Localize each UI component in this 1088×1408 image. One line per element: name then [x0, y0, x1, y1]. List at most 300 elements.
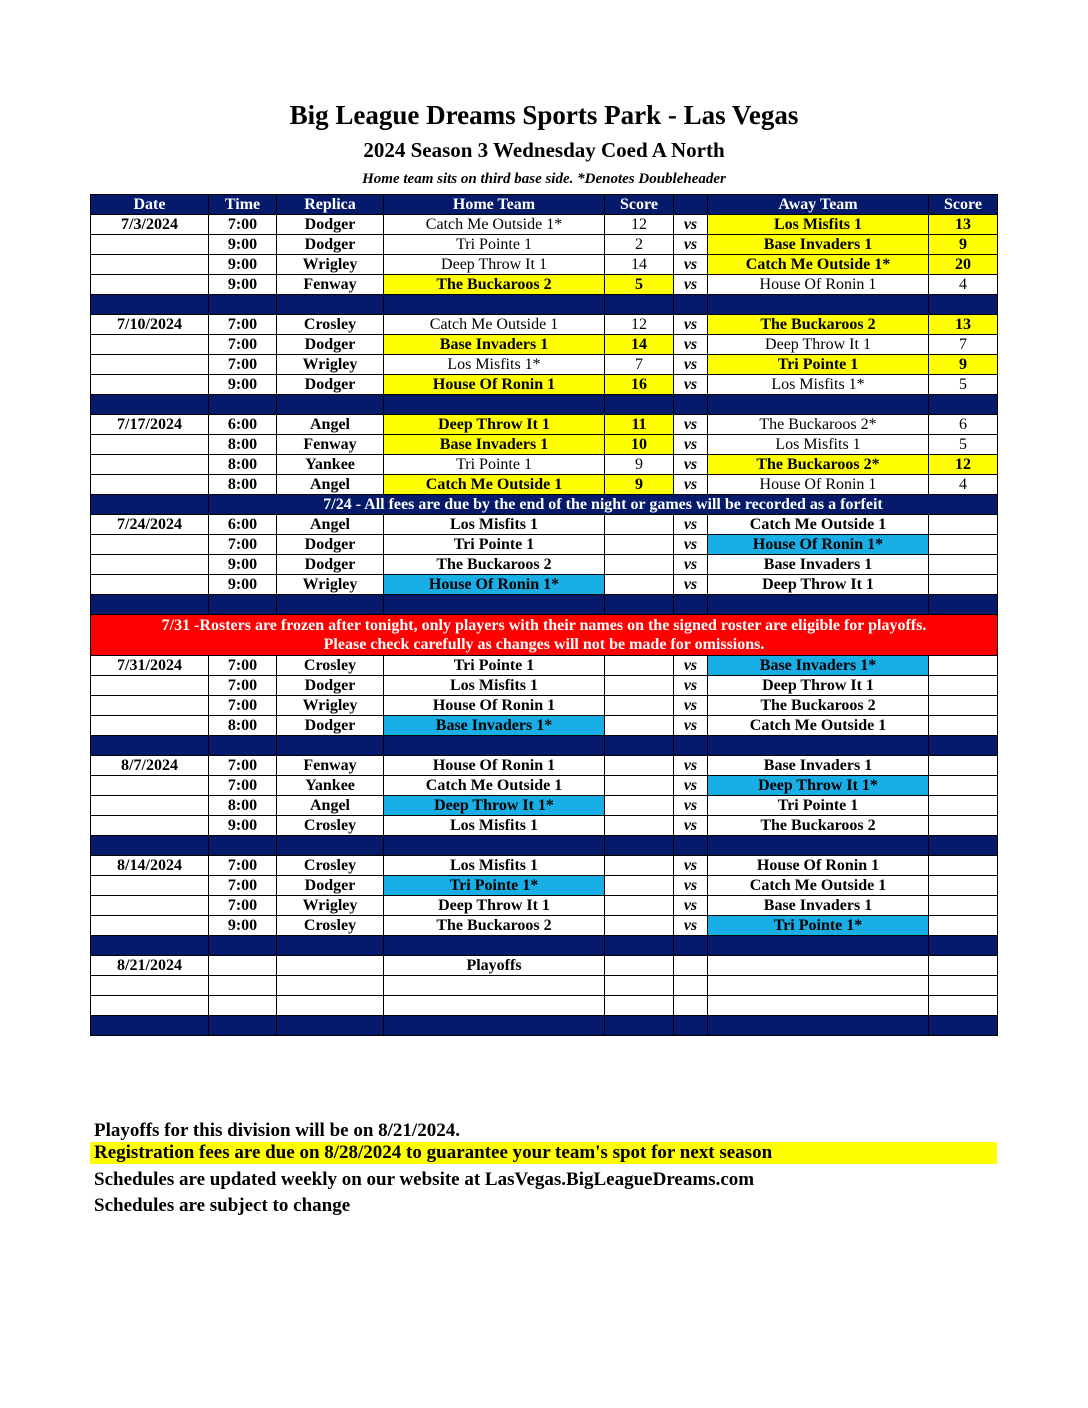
separator-cell	[91, 395, 209, 415]
playoff-field	[277, 976, 384, 996]
game-row	[91, 335, 998, 355]
separator-cell	[209, 595, 277, 615]
game-row	[91, 876, 998, 896]
home-score	[605, 515, 674, 535]
home-score	[605, 896, 674, 916]
vs-label: vs	[674, 776, 708, 796]
game-field: Wrigley	[277, 255, 384, 275]
game-field: Dodger	[277, 535, 384, 555]
home-score	[605, 856, 674, 876]
away-score	[929, 896, 998, 916]
playoff-label: Playoffs	[384, 956, 605, 976]
playoff-cell	[708, 996, 929, 1016]
home-team: House Of Ronin 1	[384, 375, 605, 395]
separator-cell	[384, 736, 605, 756]
away-score	[929, 515, 998, 535]
separator-cell	[277, 736, 384, 756]
separator-cell	[91, 295, 209, 315]
page-title: Big League Dreams Sports Park - Las Vegas	[289, 100, 799, 130]
separator-cell	[384, 395, 605, 415]
game-time: 7:00	[209, 676, 277, 696]
away-team: Base Invaders 1	[708, 235, 929, 255]
vs-label: vs	[674, 916, 708, 936]
separator-cell	[708, 736, 929, 756]
game-date	[91, 676, 209, 696]
separator-cell	[708, 936, 929, 956]
header-home-team: Home Team	[384, 195, 605, 215]
game-time: 7:00	[209, 315, 277, 335]
playoff-cell	[605, 956, 674, 976]
vs-label: vs	[674, 575, 708, 595]
separator-cell	[674, 295, 708, 315]
game-row	[91, 535, 998, 555]
vs-label: vs	[674, 275, 708, 295]
separator-cell	[674, 595, 708, 615]
separator-cell	[605, 595, 674, 615]
game-time: 8:00	[209, 796, 277, 816]
game-date	[91, 255, 209, 275]
game-time: 7:00	[209, 856, 277, 876]
header-replica: Replica	[277, 195, 384, 215]
playoff-cell	[605, 996, 674, 1016]
playoff-date	[91, 976, 209, 996]
header-time: Time	[209, 195, 277, 215]
game-date	[91, 275, 209, 295]
game-date: 7/17/2024	[91, 415, 209, 435]
home-score	[605, 716, 674, 736]
game-row	[91, 676, 998, 696]
away-score	[929, 756, 998, 776]
separator-cell	[674, 936, 708, 956]
home-score	[605, 676, 674, 696]
away-team: House Of Ronin 1	[708, 856, 929, 876]
game-date: 7/3/2024	[91, 215, 209, 235]
game-date	[91, 876, 209, 896]
page-subtitle: 2024 Season 3 Wednesday Coed A North	[363, 138, 725, 162]
away-score	[929, 555, 998, 575]
home-score: 12	[605, 215, 674, 235]
game-field: Dodger	[277, 876, 384, 896]
roster-alert-line1: 7/31 -Rosters are frozen after tonight, only players with their names on the signed roster are eligible for playoffs.	[161, 617, 927, 634]
separator-cell	[209, 836, 277, 856]
playoff-field	[277, 996, 384, 1016]
away-score: 6	[929, 415, 998, 435]
vs-label: vs	[674, 515, 708, 535]
game-date	[91, 796, 209, 816]
game-row	[91, 716, 998, 736]
game-date	[91, 535, 209, 555]
game-row	[91, 475, 998, 495]
game-date	[91, 475, 209, 495]
home-score: 5	[605, 275, 674, 295]
home-score	[605, 916, 674, 936]
game-field: Dodger	[277, 716, 384, 736]
away-team: Base Invaders 1	[708, 555, 929, 575]
separator-cell	[277, 836, 384, 856]
game-field: Angel	[277, 515, 384, 535]
game-date: 8/7/2024	[91, 756, 209, 776]
home-team: The Buckaroos 2	[384, 916, 605, 936]
game-row	[91, 515, 998, 535]
footer-registration-note: Registration fees are due on 8/28/2024 to guarantee your team's spot for next season	[90, 1142, 997, 1164]
footer-change-note: Schedules are subject to change	[94, 1195, 351, 1216]
game-row	[91, 756, 998, 776]
game-field: Dodger	[277, 335, 384, 355]
separator-cell	[91, 736, 209, 756]
separator-cell	[605, 936, 674, 956]
home-team: Tri Pointe 1	[384, 235, 605, 255]
away-team: Catch Me Outside 1	[708, 515, 929, 535]
separator-cell	[929, 295, 998, 315]
game-row	[91, 355, 998, 375]
game-date	[91, 916, 209, 936]
game-row	[91, 375, 998, 395]
game-field: Wrigley	[277, 896, 384, 916]
game-date	[91, 575, 209, 595]
vs-label: vs	[674, 555, 708, 575]
away-team: Base Invaders 1*	[708, 656, 929, 676]
separator-row	[91, 936, 998, 956]
game-field: Dodger	[277, 375, 384, 395]
playoff-cell	[708, 956, 929, 976]
game-time: 6:00	[209, 415, 277, 435]
separator-cell	[708, 295, 929, 315]
home-score	[605, 876, 674, 896]
header-away-team: Away Team	[708, 195, 929, 215]
away-team: Catch Me Outside 1	[708, 716, 929, 736]
home-score	[605, 796, 674, 816]
away-score	[929, 575, 998, 595]
away-team: Los Misfits 1*	[708, 375, 929, 395]
home-team: Base Invaders 1	[384, 335, 605, 355]
away-score	[929, 535, 998, 555]
playoff-cell	[674, 996, 708, 1016]
playoff-row	[91, 976, 998, 996]
separator-cell	[929, 936, 998, 956]
separator-cell	[209, 736, 277, 756]
separator-cell	[929, 395, 998, 415]
game-time: 7:00	[209, 696, 277, 716]
away-team: Deep Throw It 1	[708, 676, 929, 696]
alert-row	[91, 615, 998, 656]
game-time: 8:00	[209, 716, 277, 736]
separator-cell	[384, 936, 605, 956]
home-team: Deep Throw It 1	[384, 415, 605, 435]
game-field: Angel	[277, 475, 384, 495]
vs-label: vs	[674, 676, 708, 696]
game-time: 9:00	[209, 916, 277, 936]
away-team: Tri Pointe 1	[708, 796, 929, 816]
separator-cell	[674, 736, 708, 756]
separator-cell	[277, 595, 384, 615]
vs-label: vs	[674, 355, 708, 375]
game-field: Crosley	[277, 856, 384, 876]
home-score: 10	[605, 435, 674, 455]
notice-cell-blank	[91, 495, 209, 515]
vs-label: vs	[674, 816, 708, 836]
home-score: 11	[605, 415, 674, 435]
separator-cell	[384, 595, 605, 615]
game-row	[91, 415, 998, 435]
separator-cell	[605, 836, 674, 856]
game-field: Angel	[277, 415, 384, 435]
game-row	[91, 696, 998, 716]
game-date: 7/31/2024	[91, 656, 209, 676]
home-team: Catch Me Outside 1*	[384, 215, 605, 235]
game-time: 7:00	[209, 756, 277, 776]
separator-cell	[209, 395, 277, 415]
separator-cell	[277, 395, 384, 415]
separator-cell	[674, 836, 708, 856]
away-score: 5	[929, 375, 998, 395]
vs-label: vs	[674, 656, 708, 676]
separator-cell	[209, 1016, 277, 1036]
playoff-label	[384, 996, 605, 1016]
separator-cell	[91, 936, 209, 956]
home-score	[605, 575, 674, 595]
vs-label: vs	[674, 876, 708, 896]
home-score	[605, 555, 674, 575]
away-team: Base Invaders 1	[708, 756, 929, 776]
vs-label: vs	[674, 255, 708, 275]
home-team: The Buckaroos 2	[384, 275, 605, 295]
separator-cell	[384, 836, 605, 856]
footer-website-note: Schedules are updated weekly on our website at LasVegas.BigLeagueDreams.com	[94, 1169, 755, 1190]
schedule-note: Home team sits on third base side. *Denotes Doubleheader	[362, 171, 726, 187]
away-score	[929, 676, 998, 696]
playoff-row	[91, 996, 998, 1016]
game-row	[91, 776, 998, 796]
separator-cell	[91, 836, 209, 856]
separator-cell	[605, 295, 674, 315]
away-team: Deep Throw It 1*	[708, 776, 929, 796]
away-score: 13	[929, 315, 998, 335]
game-date: 7/24/2024	[91, 515, 209, 535]
away-score	[929, 796, 998, 816]
game-row	[91, 575, 998, 595]
game-time: 7:00	[209, 355, 277, 375]
away-team: The Buckaroos 2	[708, 696, 929, 716]
separator-cell	[708, 595, 929, 615]
separator-cell	[605, 736, 674, 756]
game-time: 8:00	[209, 475, 277, 495]
game-row	[91, 856, 998, 876]
playoff-field	[277, 956, 384, 976]
game-row	[91, 816, 998, 836]
game-row	[91, 656, 998, 676]
schedule-table	[90, 194, 998, 1036]
notice-row	[91, 495, 998, 515]
separator-cell	[91, 595, 209, 615]
away-score	[929, 816, 998, 836]
final-separator-row	[91, 1016, 998, 1036]
separator-cell	[209, 295, 277, 315]
roster-alert-line2: Please check carefully as changes will not be made for omissions.	[323, 636, 765, 653]
game-date	[91, 455, 209, 475]
game-date	[91, 355, 209, 375]
game-time: 7:00	[209, 876, 277, 896]
away-team: Base Invaders 1	[708, 896, 929, 916]
game-row	[91, 455, 998, 475]
game-date	[91, 235, 209, 255]
separator-cell	[277, 1016, 384, 1036]
away-score: 9	[929, 235, 998, 255]
home-score	[605, 756, 674, 776]
away-team: House Of Ronin 1*	[708, 535, 929, 555]
home-team: Los Misfits 1	[384, 856, 605, 876]
home-score: 16	[605, 375, 674, 395]
separator-cell	[605, 1016, 674, 1036]
away-score: 13	[929, 215, 998, 235]
playoff-time	[209, 996, 277, 1016]
away-score	[929, 876, 998, 896]
away-team: House Of Ronin 1	[708, 275, 929, 295]
vs-label: vs	[674, 375, 708, 395]
home-score: 9	[605, 455, 674, 475]
playoff-time	[209, 956, 277, 976]
away-score: 12	[929, 455, 998, 475]
home-team: Tri Pointe 1*	[384, 876, 605, 896]
home-score	[605, 535, 674, 555]
vs-label: vs	[674, 896, 708, 916]
game-time: 9:00	[209, 816, 277, 836]
away-score: 4	[929, 475, 998, 495]
playoff-cell	[929, 996, 998, 1016]
away-team: The Buckaroos 2	[708, 315, 929, 335]
separator-cell	[674, 1016, 708, 1036]
game-field: Fenway	[277, 756, 384, 776]
roster-alert	[91, 615, 998, 656]
schedule-body	[91, 215, 998, 1036]
game-date: 8/14/2024	[91, 856, 209, 876]
away-score	[929, 656, 998, 676]
separator-cell	[929, 836, 998, 856]
game-date: 7/10/2024	[91, 315, 209, 335]
game-field: Dodger	[277, 676, 384, 696]
vs-label: vs	[674, 315, 708, 335]
home-team: House Of Ronin 1	[384, 756, 605, 776]
separator-cell	[674, 395, 708, 415]
away-team: House Of Ronin 1	[708, 475, 929, 495]
vs-label: vs	[674, 335, 708, 355]
separator-cell	[929, 1016, 998, 1036]
separator-row	[91, 595, 998, 615]
game-field: Crosley	[277, 656, 384, 676]
home-score	[605, 656, 674, 676]
game-time: 7:00	[209, 896, 277, 916]
vs-label: vs	[674, 756, 708, 776]
game-field: Crosley	[277, 315, 384, 335]
game-row	[91, 235, 998, 255]
vs-label: vs	[674, 535, 708, 555]
game-time: 6:00	[209, 515, 277, 535]
footer-playoffs-note: Playoffs for this division will be on 8/21/2024.	[94, 1120, 460, 1141]
home-team: The Buckaroos 2	[384, 555, 605, 575]
vs-label: vs	[674, 415, 708, 435]
vs-label: vs	[674, 435, 708, 455]
away-score: 20	[929, 255, 998, 275]
home-score: 14	[605, 335, 674, 355]
home-score	[605, 776, 674, 796]
home-score	[605, 816, 674, 836]
header-date: Date	[91, 195, 209, 215]
game-date	[91, 335, 209, 355]
game-date	[91, 816, 209, 836]
game-row	[91, 896, 998, 916]
away-team: Tri Pointe 1	[708, 355, 929, 375]
home-team: Deep Throw It 1	[384, 896, 605, 916]
playoff-cell	[605, 976, 674, 996]
game-time: 9:00	[209, 575, 277, 595]
home-team: Los Misfits 1*	[384, 355, 605, 375]
game-row	[91, 796, 998, 816]
playoff-cell	[929, 956, 998, 976]
away-team: The Buckaroos 2*	[708, 415, 929, 435]
home-score: 7	[605, 355, 674, 375]
away-team: Deep Throw It 1	[708, 575, 929, 595]
away-team: Tri Pointe 1*	[708, 916, 929, 936]
away-team: Los Misfits 1	[708, 435, 929, 455]
home-score: 2	[605, 235, 674, 255]
header-home-score: Score	[605, 195, 674, 215]
header-vs	[674, 195, 708, 215]
game-field: Yankee	[277, 455, 384, 475]
game-field: Wrigley	[277, 355, 384, 375]
separator-cell	[384, 295, 605, 315]
home-team: Deep Throw It 1*	[384, 796, 605, 816]
game-row	[91, 255, 998, 275]
vs-label: vs	[674, 716, 708, 736]
home-score: 9	[605, 475, 674, 495]
separator-cell	[277, 295, 384, 315]
playoff-row	[91, 956, 998, 976]
game-field: Crosley	[277, 916, 384, 936]
separator-row	[91, 836, 998, 856]
away-team: Deep Throw It 1	[708, 335, 929, 355]
home-team: Deep Throw It 1	[384, 255, 605, 275]
playoff-date: 8/21/2024	[91, 956, 209, 976]
header-away-score: Score	[929, 195, 998, 215]
game-field: Dodger	[277, 235, 384, 255]
away-team: Los Misfits 1	[708, 215, 929, 235]
separator-cell	[209, 936, 277, 956]
vs-label: vs	[674, 856, 708, 876]
game-row	[91, 916, 998, 936]
game-field: Angel	[277, 796, 384, 816]
away-score: 4	[929, 275, 998, 295]
away-score: 5	[929, 435, 998, 455]
home-team: Los Misfits 1	[384, 676, 605, 696]
game-date	[91, 716, 209, 736]
away-score	[929, 856, 998, 876]
separator-row	[91, 295, 998, 315]
separator-cell	[277, 936, 384, 956]
playoff-time	[209, 976, 277, 996]
away-team: Catch Me Outside 1	[708, 876, 929, 896]
separator-cell	[929, 595, 998, 615]
game-row	[91, 275, 998, 295]
game-date	[91, 375, 209, 395]
game-time: 7:00	[209, 215, 277, 235]
home-score: 14	[605, 255, 674, 275]
game-date	[91, 435, 209, 455]
game-field: Fenway	[277, 275, 384, 295]
home-team: Los Misfits 1	[384, 816, 605, 836]
vs-label: vs	[674, 696, 708, 716]
away-team: The Buckaroos 2*	[708, 455, 929, 475]
away-score: 9	[929, 355, 998, 375]
game-row	[91, 215, 998, 235]
